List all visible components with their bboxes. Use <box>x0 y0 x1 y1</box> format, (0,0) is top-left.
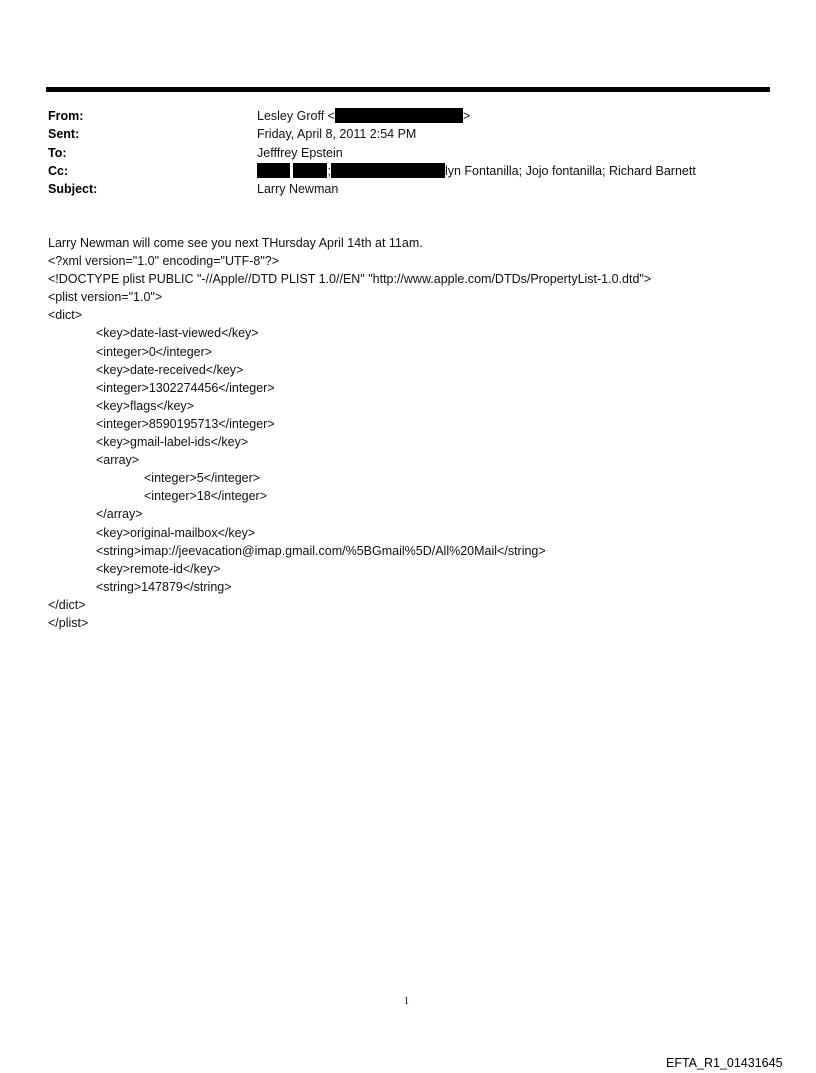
email-body <box>48 234 651 632</box>
header-rule <box>46 87 770 92</box>
to-value: Jefffrey Epstein <box>257 146 343 160</box>
cc-value <box>257 162 696 180</box>
page-number: 1 <box>404 996 409 1007</box>
cc-separator: ; <box>327 164 331 178</box>
body-line: </dict> <box>48 597 86 612</box>
body-line: <plist version="1.0"> <box>48 290 163 305</box>
body-line: <array> <box>96 453 140 468</box>
from-close: > <box>462 109 471 123</box>
from-name: Lesley Groff < <box>257 109 335 123</box>
body-line: <!DOCTYPE plist PUBLIC "-//Apple//DTD PLIST 1.0//EN" "http://www.apple.com/DTDs/PropertyList-1.0.dtd"> <box>48 272 652 287</box>
body-line: <key>gmail-label-ids</key> <box>96 435 249 450</box>
body-line: <key>flags</key> <box>96 398 194 413</box>
redaction-box <box>293 163 327 178</box>
body-line: <string>imap://jeevacation@imap.gmail.com/%5BGmail%5D/All%20Mail</string> <box>96 543 546 558</box>
body-line: <key>date-last-viewed</key> <box>96 326 259 341</box>
body-line: <integer>5</integer> <box>144 471 261 486</box>
redaction-box <box>257 163 290 178</box>
document-id: EFTA_R1_01431645 <box>666 1056 783 1070</box>
body-line: <?xml version="1.0" encoding="UTF-8"?> <box>48 254 280 269</box>
from-value <box>257 107 470 125</box>
to-label: To: <box>48 146 67 160</box>
body-line: <integer>8590195713</integer> <box>96 416 275 431</box>
body-line: <key>remote-id</key> <box>96 561 221 576</box>
from-label: From: <box>48 109 84 123</box>
sent-value: Friday, April 8, 2011 2:54 PM <box>257 127 417 141</box>
body-line: <key>date-received</key> <box>96 362 244 377</box>
body-line: Larry Newman will come see you next THursday April 14th at 11am. <box>48 236 423 250</box>
cc-label: Cc: <box>48 164 69 178</box>
subject-value: Larry Newman <box>257 182 339 196</box>
subject-label: Subject: <box>48 182 98 196</box>
cc-tail: lyn Fontanilla; Jojo fontanilla; Richard Barnett <box>444 164 696 178</box>
body-line: <dict> <box>48 308 83 323</box>
body-line: <string>147879</string> <box>96 579 232 594</box>
body-line: </array> <box>96 507 143 522</box>
body-line: <integer>18</integer> <box>144 489 268 504</box>
sent-label: Sent: <box>48 127 80 141</box>
body-line: <integer>0</integer> <box>96 344 213 359</box>
redaction-box <box>331 163 445 178</box>
body-line: <key>original-mailbox</key> <box>96 525 256 540</box>
redaction-box <box>335 108 463 123</box>
body-line: <integer>1302274456</integer> <box>96 380 275 395</box>
body-line: </plist> <box>48 615 89 630</box>
